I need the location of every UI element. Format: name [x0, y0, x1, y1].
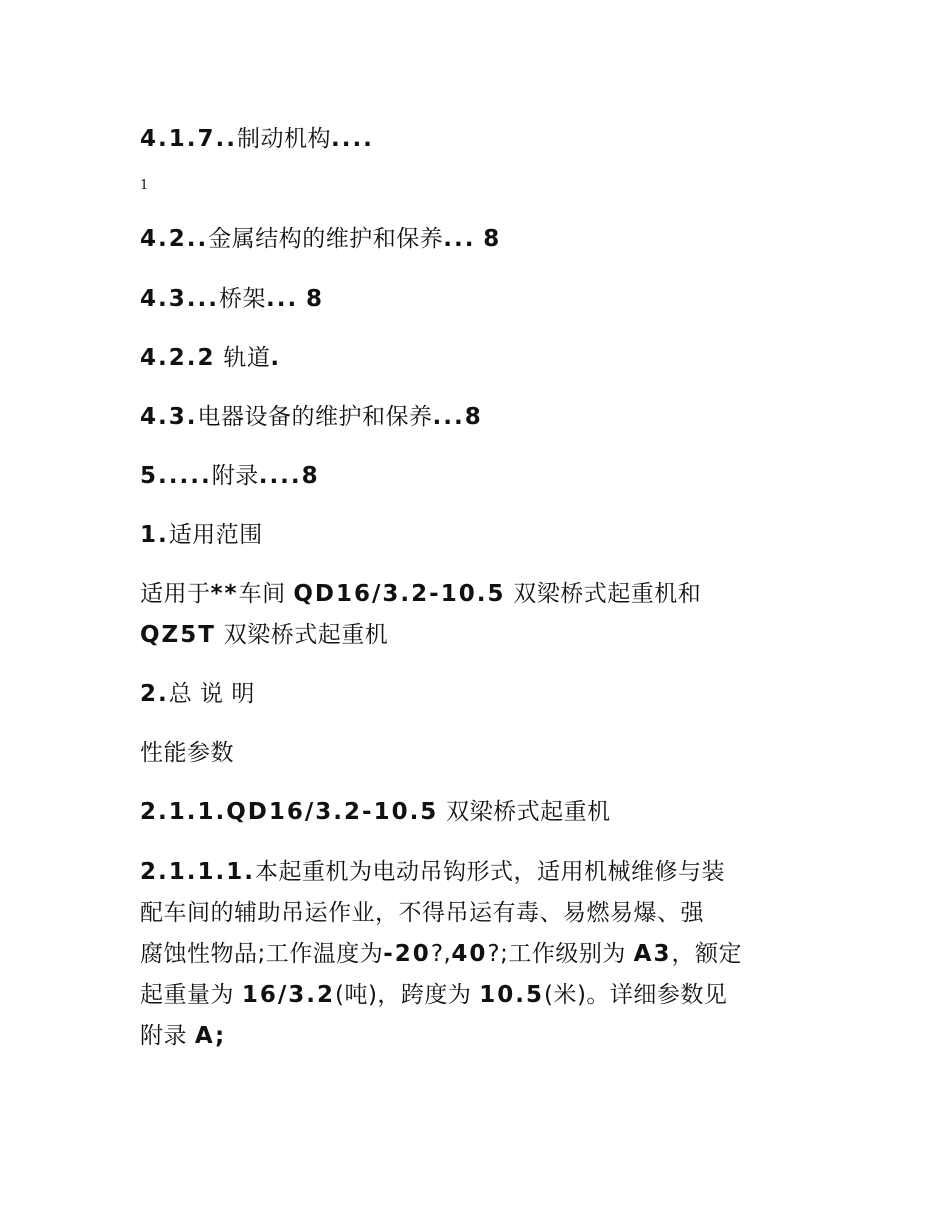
body-text: 本起重机为电动吊钩形式，适用机械维修与装 [254, 859, 725, 885]
toc-item-4-2[interactable] [140, 224, 501, 254]
subsection-number: 2.1.1.QD16/3.2-10.5 [140, 799, 439, 825]
temperature-value: -20 [383, 941, 431, 967]
capacity-value: 16/3.2 [241, 982, 335, 1008]
toc-item-4-3-bridge[interactable] [140, 284, 324, 314]
body-text: 腐蚀性物品;工作温度为 [140, 941, 384, 967]
paragraph-line-5 [140, 1021, 226, 1051]
toc-dots: ... [443, 226, 476, 252]
paragraph-number: 2.1.1.1. [140, 859, 255, 885]
body-text: 车间 [238, 581, 286, 607]
toc-page-number: 8 [301, 463, 320, 489]
model-number: QD16/3.2-10.5 [293, 581, 506, 607]
section-1-heading [140, 520, 263, 550]
toc-item-5[interactable] [140, 461, 320, 491]
body-text: (米)。详细参数见 [543, 982, 728, 1008]
heading-text: 适用范围 [168, 522, 263, 548]
body-text: 起重量为 [140, 982, 234, 1008]
toc-item-4-2-2[interactable] [140, 343, 281, 373]
toc-title: 轨道 [223, 345, 271, 371]
toc-dots: ... [265, 286, 299, 312]
heading-number: 1. [140, 522, 169, 548]
toc-page-number: 8 [306, 286, 325, 312]
paragraph-line-2: 配车间的辅助吊运作业，不得吊运有毒、易燃易爆、强 [140, 900, 704, 926]
body-text: (吨)，跨度为 [334, 982, 472, 1008]
toc-title: 桥架 [218, 286, 266, 312]
work-class-value: A3 [633, 941, 672, 967]
paragraph-line-3 [140, 939, 742, 969]
page-marker: 1 [140, 178, 149, 193]
paragraph-line-1 [140, 857, 725, 887]
toc-dots: .... [258, 463, 302, 489]
section-2-heading [140, 679, 255, 709]
toc-number: 4.2.. [140, 226, 209, 252]
toc-title: 电器设备的维护和保养 [197, 404, 433, 430]
heading-number: 2. [140, 681, 169, 707]
body-text: 附录 [140, 1023, 187, 1049]
body-text: 双梁桥式起重机 [223, 622, 389, 648]
body-text: 双梁桥式起重机和 [513, 581, 702, 607]
toc-item-4-3-electrical[interactable] [140, 402, 483, 432]
paragraph-line-4 [140, 980, 727, 1010]
body-text: ，额定 [671, 941, 742, 967]
toc-title: 金属结构的维护和保养 [208, 226, 444, 252]
toc-number: 4.3. [140, 404, 198, 430]
toc-number: 4.2.2 [140, 345, 216, 371]
appendix-reference[interactable]: A; [194, 1023, 227, 1049]
toc-dots: .... [330, 126, 374, 152]
body-text: 适用于 [140, 581, 211, 607]
toc-title: 附录 [211, 463, 259, 489]
body-text-bold: ** [210, 581, 239, 607]
toc-number: 4.3... [140, 286, 219, 312]
performance-params-label: 性能参数 [140, 740, 234, 766]
temperature-value: 40 [451, 941, 488, 967]
heading-text: 总 说 明 [168, 681, 255, 707]
toc-dots: . [270, 345, 282, 371]
toc-page-number: 8 [464, 404, 483, 430]
span-value: 10.5 [479, 982, 544, 1008]
body-text: ?, [430, 941, 452, 967]
toc-page-number: 8 [483, 226, 502, 252]
section-1-body-line-1 [140, 579, 701, 609]
section-1-body-line-2 [140, 620, 388, 650]
toc-dots: ... [432, 404, 465, 430]
toc-number: 4.1.7.. [140, 126, 237, 152]
subsection-2-1-1-heading [140, 797, 611, 827]
toc-number: 5..... [140, 463, 212, 489]
model-number: QZ5T [140, 622, 216, 648]
toc-item-4-1-7[interactable] [140, 124, 374, 154]
body-text: ?;工作级别为 [487, 941, 626, 967]
subsection-text: 双梁桥式起重机 [446, 799, 611, 825]
toc-title: 制动机构 [236, 126, 331, 152]
